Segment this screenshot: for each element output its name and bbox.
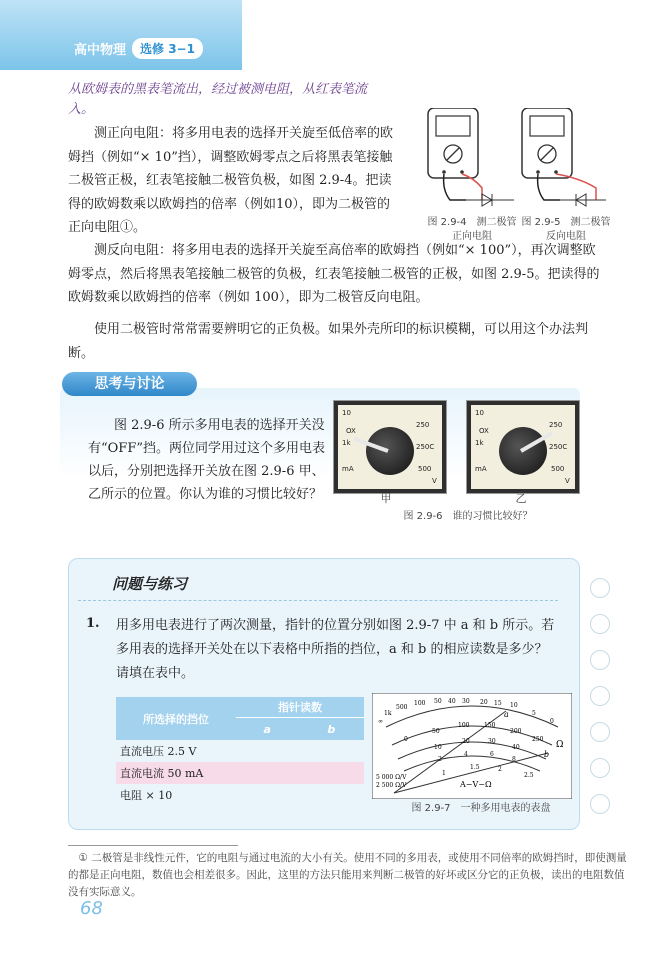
photo-a-label: 甲 bbox=[380, 492, 392, 505]
dc-scale-label: 0 bbox=[404, 736, 408, 743]
table-cell-b[interactable] bbox=[299, 784, 364, 806]
figure-2-9-6-caption: 图 2.9-6 谁的习惯比较好？ bbox=[403, 511, 533, 522]
ohm-scale-label: 10 bbox=[510, 702, 518, 709]
scale2-label: 40 bbox=[512, 744, 520, 751]
table-cell-a[interactable] bbox=[236, 762, 299, 784]
footnote: ① 二极管是非线性元件，它的电阻与通过电流的大小有关。使用不同的多用表，或使用不同倍率的欧姆挡时，即使测量的都是正向电阻，数值也会相差很多。因此，这里的方法只能用来判断二极管的好坏或区分它的正负极，读出的电阻数值没有实际意义。 bbox=[68, 852, 627, 898]
photo-b-mark: 500 bbox=[551, 465, 565, 473]
table-header-a: a bbox=[263, 722, 271, 736]
question-text: 用多用电表进行了两次测量，指针的位置分别如图 2.9-7 中 a 和 b 所示。若多用表的选择开关处在以下表格中所指的挡位，a 和 b 的相应读数是多少？请填在表中。 bbox=[116, 618, 555, 681]
footnote-rule bbox=[68, 845, 238, 846]
center-label: A−V−Ω bbox=[460, 780, 492, 789]
photo-a-mark: V bbox=[432, 477, 437, 485]
pointer-a-label: a bbox=[504, 710, 509, 719]
ac-scale-label: 2.5 bbox=[524, 772, 534, 779]
table-cell-range: 电阻 × 10 bbox=[120, 789, 173, 802]
sensitivity-label: 5 000 Ω/V bbox=[376, 774, 407, 781]
question-number: 1. bbox=[86, 616, 100, 631]
binder-ring bbox=[590, 650, 610, 670]
figure-2-9-4-caption: 图 2.9-4 测二极管正向电阻 bbox=[427, 217, 517, 242]
sensitivity-label: 2 500 Ω/V bbox=[376, 782, 407, 789]
header-banner bbox=[0, 0, 242, 70]
table-cell-range: 直流电流 50 mA bbox=[120, 767, 204, 780]
photo-a-mark: 10 bbox=[342, 409, 351, 417]
figure-2-9-7-caption: 图 2.9-7 一种多用电表的表盘 bbox=[411, 803, 551, 814]
figure-2-9-5 bbox=[510, 108, 610, 218]
figure-2-9-7 bbox=[372, 693, 572, 799]
paragraph-forward: 测正向电阻：将多用电表的选择开关旋至低倍率的欧姆挡（例如“× 10”挡），调整欧姆零点之后将黑表笔接触二极管正极，红表笔接触二极管负极，如图 2.9-4。把读得的欧姆数乘以欧姆挡的倍率（例如10），即为二极管的正向电阻①。 bbox=[68, 126, 394, 235]
ohm-scale-label: 1k bbox=[384, 710, 392, 717]
binder-ring bbox=[590, 722, 610, 742]
readings-table bbox=[116, 697, 364, 806]
meter-photo-a bbox=[333, 400, 447, 494]
photo-a-mark: 250C bbox=[416, 443, 435, 451]
table-cell-range: 直流电压 2.5 V bbox=[120, 745, 197, 758]
multimeter-forward-diagram bbox=[416, 108, 516, 218]
binder-ring bbox=[590, 614, 610, 634]
binder-ring bbox=[590, 686, 610, 706]
ohm-scale-label: 30 bbox=[462, 698, 470, 705]
ohm-scale-label: 40 bbox=[448, 698, 456, 705]
subject-label: 高中物理 bbox=[74, 43, 127, 58]
intro-text: 从欧姆表的黑表笔流出，经过被测电阻，从红表笔流入。 bbox=[68, 82, 368, 117]
photo-a-mark: mA bbox=[342, 465, 354, 473]
ohm-unit: Ω bbox=[556, 740, 564, 750]
scale3-label: 4 bbox=[464, 751, 468, 758]
table-row bbox=[116, 784, 364, 806]
table-row bbox=[116, 762, 364, 784]
dc-scale-label: 100 bbox=[458, 722, 470, 729]
photo-b-mark: 1k bbox=[475, 439, 484, 447]
problems-title: 问题与练习 bbox=[112, 575, 188, 593]
paragraph-reverse-text: 测反向电阻：将多用电表的选择开关旋至高倍率的欧姆挡（例如“× 100”），再次调整欧姆零点，然后将黑表笔接触二极管的负极，红表笔接触二极管的正极，如图 2.9-5。把读得的欧姆数乘以欧姆挡的倍率（例如 100），即为二极管反向电阻。 bbox=[68, 243, 600, 305]
ohm-scale-label: 0 bbox=[550, 718, 554, 725]
problems-divider bbox=[78, 600, 558, 601]
ohm-scale-label: 100 bbox=[414, 700, 426, 707]
ohm-scale-label: 20 bbox=[480, 699, 488, 706]
binder-ring bbox=[590, 758, 610, 778]
photo-b-mark: V bbox=[565, 477, 570, 485]
photo-a-mark: OX bbox=[346, 427, 356, 435]
figure-2-9-4 bbox=[416, 108, 516, 218]
ac-scale-label: 2 bbox=[498, 766, 502, 773]
multimeter-reverse-diagram bbox=[510, 108, 610, 218]
dc-scale-label: 200 bbox=[510, 728, 522, 735]
photo-b-mark: OX bbox=[479, 427, 489, 435]
table-header-readings: 指针读数 bbox=[236, 697, 364, 718]
table-cell-a[interactable] bbox=[236, 740, 299, 762]
dc-scale-label: 50 bbox=[432, 728, 440, 735]
pointer-b-label: b bbox=[544, 750, 550, 759]
paragraph-reverse bbox=[68, 239, 608, 310]
ac-scale-label: 1 bbox=[442, 770, 446, 777]
scale3-label: 6 bbox=[490, 751, 494, 758]
scale2-label: 20 bbox=[462, 738, 470, 745]
ohm-scale-label: 15 bbox=[494, 700, 502, 707]
scale2-label: 10 bbox=[434, 744, 442, 751]
table-header-b: b bbox=[327, 722, 336, 736]
scale3-label: 8 bbox=[512, 756, 516, 763]
scale2-label: 30 bbox=[488, 738, 496, 745]
table-row bbox=[116, 740, 364, 762]
ohm-scale-label: 500 bbox=[396, 704, 408, 711]
selector-knob-a bbox=[366, 427, 414, 475]
table-cell-a[interactable] bbox=[236, 784, 299, 806]
ohm-scale-label: 5 bbox=[532, 710, 536, 717]
think-discuss-text: 图 2.9-6 所示多用电表的选择开关没有“OFF”挡。两位同学用过这个多用电表以后，分别把选择开关放在图 2.9-6 甲、乙所示的位置。你认为谁的习惯比较好？ bbox=[88, 418, 325, 502]
binder-ring bbox=[590, 578, 610, 598]
figure-2-9-5-caption: 图 2.9-5 测二极管反向电阻 bbox=[521, 217, 611, 242]
photo-b-mark: 10 bbox=[475, 409, 484, 417]
ohm-scale-label: 50 bbox=[434, 698, 442, 705]
photo-b-mark: 250 bbox=[549, 421, 563, 429]
photo-a-mark: 1k bbox=[342, 439, 351, 447]
scale3-label: 2 bbox=[438, 756, 442, 763]
multimeter-dial-panel bbox=[372, 693, 572, 799]
dc-scale-label: 250 bbox=[532, 736, 544, 743]
table-cell-b[interactable] bbox=[299, 740, 364, 762]
photo-b-mark: mA bbox=[475, 465, 487, 473]
page-number: 68 bbox=[80, 898, 103, 919]
think-discuss-title: 思考与讨论 bbox=[62, 372, 197, 396]
header-text bbox=[74, 38, 203, 59]
meter-dial-a bbox=[338, 405, 442, 489]
table-cell-b[interactable] bbox=[299, 762, 364, 784]
ac-scale-label: 1.5 bbox=[470, 764, 480, 771]
table-header-range: 所选择的挡位 bbox=[143, 712, 209, 726]
photo-a-mark: 500 bbox=[418, 465, 432, 473]
binder-ring bbox=[590, 794, 610, 814]
photo-a-mark: 250 bbox=[416, 421, 430, 429]
meter-dial-b bbox=[471, 405, 575, 489]
photo-b-label: 乙 bbox=[515, 492, 527, 505]
photo-b-mark: 250C bbox=[549, 443, 568, 451]
paragraph-polarity: 使用二极管时常常需要辨明它的正负极。如果外壳所印的标识模糊，可以用这个办法判断。 bbox=[68, 322, 589, 361]
volume-pill: 选修 3−1 bbox=[132, 38, 203, 59]
ohm-scale-label: ∞ bbox=[378, 718, 383, 725]
table-head-row bbox=[116, 697, 364, 718]
meter-photo-b bbox=[466, 400, 580, 494]
dc-scale-label: 150 bbox=[484, 722, 496, 729]
